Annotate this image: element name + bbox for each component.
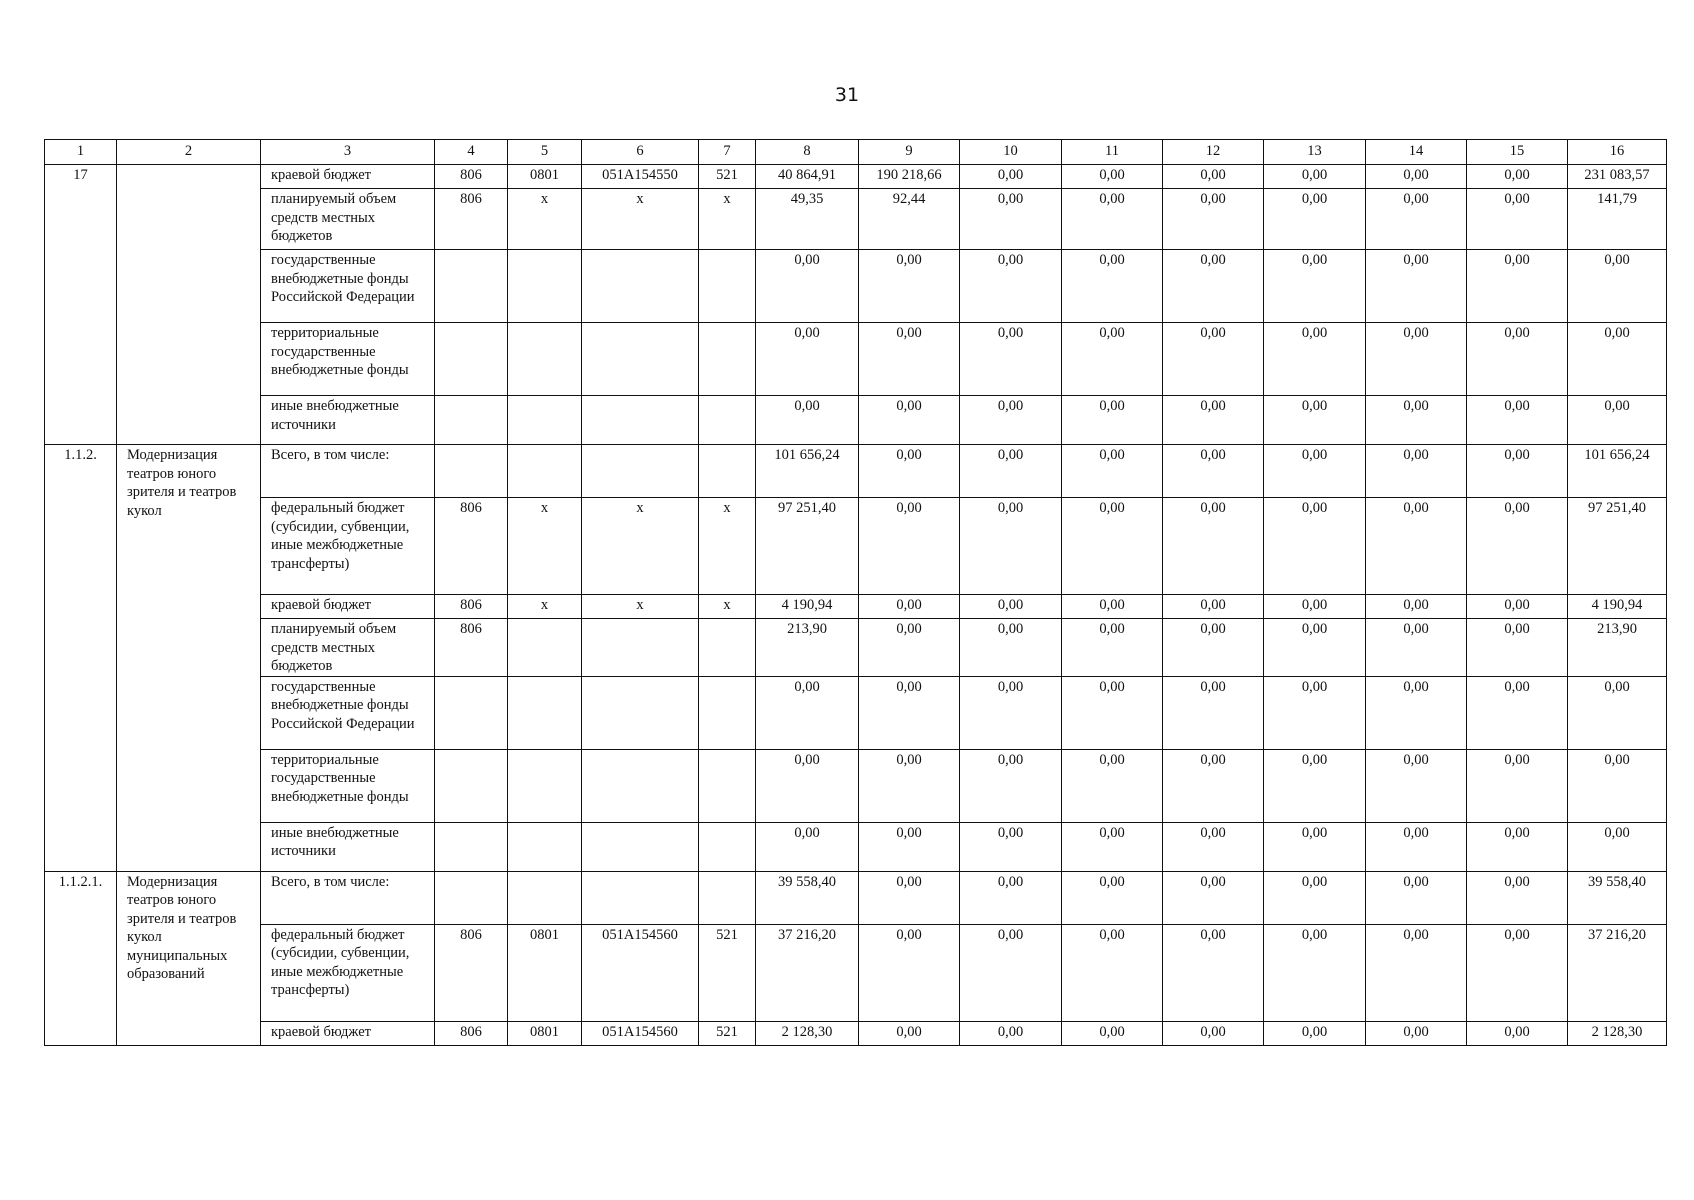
header-cell: 14: [1366, 140, 1467, 165]
code-cell: [699, 619, 756, 677]
amount-cell: 0,00: [859, 250, 960, 323]
table-row: [45, 1021, 1667, 1045]
item-number-cell: 17: [45, 165, 117, 445]
item-name-cell: [117, 165, 261, 445]
amount-cell: 0,00: [1264, 323, 1366, 396]
amount-cell: 0,00: [1163, 924, 1264, 1021]
header-cell: 10: [960, 140, 1062, 165]
amount-cell: 0,00: [1467, 250, 1568, 323]
code-cell: x: [508, 189, 582, 250]
funding-source-cell: краевой бюджет: [261, 1021, 435, 1045]
amount-cell: 0,00: [756, 749, 859, 822]
amount-cell: 0,00: [1163, 676, 1264, 749]
amount-cell: 0,00: [859, 924, 960, 1021]
code-cell: 0801: [508, 1021, 582, 1045]
code-cell: [435, 445, 508, 498]
table-row: [45, 924, 1667, 1021]
amount-cell: 0,00: [1467, 165, 1568, 189]
amount-cell: 0,00: [960, 924, 1062, 1021]
amount-cell: 0,00: [1366, 749, 1467, 822]
amount-cell: 2 128,30: [1568, 1021, 1667, 1045]
amount-cell: 0,00: [1264, 676, 1366, 749]
funding-source-cell: планируемый объем средств местных бюджетов: [261, 619, 435, 677]
amount-cell: 0,00: [1568, 250, 1667, 323]
amount-cell: 0,00: [859, 595, 960, 619]
code-cell: [508, 749, 582, 822]
code-cell: 521: [699, 924, 756, 1021]
code-cell: [582, 822, 699, 871]
amount-cell: 4 190,94: [1568, 595, 1667, 619]
header-cell: 15: [1467, 140, 1568, 165]
header-cell: 13: [1264, 140, 1366, 165]
amount-cell: 0,00: [1467, 323, 1568, 396]
amount-cell: 141,79: [1568, 189, 1667, 250]
table-row: [45, 619, 1667, 677]
amount-cell: 0,00: [1163, 595, 1264, 619]
funding-source-cell: территориальные государственные внебюджетные фонды: [261, 749, 435, 822]
table-row: [45, 396, 1667, 445]
amount-cell: 0,00: [960, 749, 1062, 822]
code-cell: [699, 749, 756, 822]
funding-source-cell: государственные внебюджетные фонды Российской Федерации: [261, 250, 435, 323]
amount-cell: 0,00: [859, 445, 960, 498]
table-row: [45, 323, 1667, 396]
header-cell: 3: [261, 140, 435, 165]
amount-cell: 0,00: [960, 323, 1062, 396]
code-cell: [508, 250, 582, 323]
amount-cell: 0,00: [1264, 924, 1366, 1021]
amount-cell: 0,00: [1366, 1021, 1467, 1045]
amount-cell: 0,00: [1163, 250, 1264, 323]
funding-source-cell: краевой бюджет: [261, 165, 435, 189]
code-cell: x: [508, 595, 582, 619]
item-name-cell: Модернизация театров юного зрителя и театров кукол муниципальных образований: [117, 871, 261, 1045]
amount-cell: 0,00: [960, 822, 1062, 871]
amount-cell: 190 218,66: [859, 165, 960, 189]
amount-cell: 0,00: [1264, 396, 1366, 445]
amount-cell: 39 558,40: [756, 871, 859, 924]
amount-cell: 0,00: [1062, 619, 1163, 677]
amount-cell: 231 083,57: [1568, 165, 1667, 189]
amount-cell: 0,00: [1163, 822, 1264, 871]
amount-cell: 0,00: [1366, 189, 1467, 250]
amount-cell: 0,00: [1467, 189, 1568, 250]
code-cell: 051A154560: [582, 924, 699, 1021]
amount-cell: 49,35: [756, 189, 859, 250]
amount-cell: 0,00: [1062, 595, 1163, 619]
amount-cell: 0,00: [1467, 595, 1568, 619]
amount-cell: 0,00: [1366, 250, 1467, 323]
amount-cell: 0,00: [1062, 1021, 1163, 1045]
amount-cell: 0,00: [1366, 822, 1467, 871]
header-cell: 5: [508, 140, 582, 165]
amount-cell: 0,00: [1264, 871, 1366, 924]
amount-cell: 0,00: [1264, 445, 1366, 498]
amount-cell: 0,00: [1264, 1021, 1366, 1045]
amount-cell: 0,00: [1366, 595, 1467, 619]
code-cell: [582, 749, 699, 822]
amount-cell: 0,00: [1163, 396, 1264, 445]
amount-cell: 0,00: [1366, 165, 1467, 189]
amount-cell: 0,00: [1568, 396, 1667, 445]
funding-source-cell: государственные внебюджетные фонды Российской Федерации: [261, 676, 435, 749]
amount-cell: 2 128,30: [756, 1021, 859, 1045]
amount-cell: 0,00: [1366, 871, 1467, 924]
funding-source-cell: Всего, в том числе:: [261, 445, 435, 498]
header-cell: 9: [859, 140, 960, 165]
code-cell: x: [582, 189, 699, 250]
code-cell: [435, 822, 508, 871]
amount-cell: 0,00: [1467, 1021, 1568, 1045]
amount-cell: 0,00: [1467, 749, 1568, 822]
amount-cell: 0,00: [960, 189, 1062, 250]
amount-cell: 101 656,24: [1568, 445, 1667, 498]
amount-cell: 0,00: [859, 498, 960, 595]
table-row: [45, 250, 1667, 323]
table-row: [45, 822, 1667, 871]
code-cell: [435, 323, 508, 396]
amount-cell: 0,00: [960, 595, 1062, 619]
amount-cell: 0,00: [1568, 676, 1667, 749]
amount-cell: 101 656,24: [756, 445, 859, 498]
code-cell: [582, 250, 699, 323]
amount-cell: 213,90: [1568, 619, 1667, 677]
code-cell: [508, 323, 582, 396]
amount-cell: 0,00: [1264, 165, 1366, 189]
code-cell: [699, 445, 756, 498]
code-cell: [582, 445, 699, 498]
amount-cell: 0,00: [1062, 445, 1163, 498]
code-cell: [435, 396, 508, 445]
code-cell: [699, 676, 756, 749]
amount-cell: 0,00: [1467, 676, 1568, 749]
header-cell: 16: [1568, 140, 1667, 165]
table-row: [45, 871, 1667, 924]
amount-cell: 0,00: [1467, 445, 1568, 498]
amount-cell: 0,00: [1062, 749, 1163, 822]
amount-cell: 97 251,40: [756, 498, 859, 595]
header-cell: 8: [756, 140, 859, 165]
amount-cell: 0,00: [960, 250, 1062, 323]
code-cell: 806: [435, 1021, 508, 1045]
code-cell: [699, 323, 756, 396]
code-cell: [699, 396, 756, 445]
amount-cell: 0,00: [1467, 396, 1568, 445]
funding-source-cell: федеральный бюджет (субсидии, субвенции, иные межбюджетные трансферты): [261, 924, 435, 1021]
code-cell: x: [582, 595, 699, 619]
amount-cell: 0,00: [859, 396, 960, 445]
amount-cell: 0,00: [1264, 619, 1366, 677]
amount-cell: 0,00: [960, 1021, 1062, 1045]
amount-cell: 97 251,40: [1568, 498, 1667, 595]
amount-cell: 0,00: [1163, 1021, 1264, 1045]
amount-cell: 0,00: [1467, 822, 1568, 871]
page-number: 31: [834, 84, 860, 106]
amount-cell: 0,00: [1366, 445, 1467, 498]
amount-cell: 0,00: [859, 871, 960, 924]
code-cell: [435, 250, 508, 323]
amount-cell: 0,00: [1163, 165, 1264, 189]
code-cell: 806: [435, 165, 508, 189]
amount-cell: 0,00: [960, 676, 1062, 749]
code-cell: x: [699, 595, 756, 619]
amount-cell: 0,00: [960, 445, 1062, 498]
amount-cell: 0,00: [1062, 250, 1163, 323]
amount-cell: 0,00: [859, 822, 960, 871]
code-cell: [435, 871, 508, 924]
amount-cell: 0,00: [1062, 498, 1163, 595]
code-cell: [435, 749, 508, 822]
code-cell: [582, 871, 699, 924]
amount-cell: 0,00: [1163, 498, 1264, 595]
amount-cell: 0,00: [1163, 871, 1264, 924]
funding-source-cell: иные внебюджетные источники: [261, 822, 435, 871]
code-cell: 806: [435, 595, 508, 619]
header-cell: 1: [45, 140, 117, 165]
amount-cell: 0,00: [1163, 445, 1264, 498]
amount-cell: 0,00: [1062, 924, 1163, 1021]
amount-cell: 0,00: [960, 498, 1062, 595]
amount-cell: 0,00: [1062, 323, 1163, 396]
code-cell: [699, 250, 756, 323]
funding-source-cell: краевой бюджет: [261, 595, 435, 619]
amount-cell: 0,00: [1366, 676, 1467, 749]
amount-cell: 0,00: [1163, 749, 1264, 822]
amount-cell: 0,00: [1264, 250, 1366, 323]
amount-cell: 37 216,20: [1568, 924, 1667, 1021]
table-row: [45, 498, 1667, 595]
code-cell: [508, 619, 582, 677]
amount-cell: 0,00: [1366, 619, 1467, 677]
table-row: [45, 189, 1667, 250]
header-cell: 12: [1163, 140, 1264, 165]
code-cell: 806: [435, 924, 508, 1021]
amount-cell: 0,00: [859, 323, 960, 396]
header-row: [45, 140, 1667, 165]
code-cell: 0801: [508, 924, 582, 1021]
amount-cell: 0,00: [1366, 924, 1467, 1021]
amount-cell: 0,00: [1062, 189, 1163, 250]
code-cell: 806: [435, 498, 508, 595]
funding-source-cell: планируемый объем средств местных бюджетов: [261, 189, 435, 250]
amount-cell: 37 216,20: [756, 924, 859, 1021]
amount-cell: 0,00: [1568, 323, 1667, 396]
amount-cell: 4 190,94: [756, 595, 859, 619]
amount-cell: 0,00: [1264, 822, 1366, 871]
table-row: [45, 676, 1667, 749]
code-cell: 051A154560: [582, 1021, 699, 1045]
code-cell: x: [582, 498, 699, 595]
code-cell: [699, 822, 756, 871]
amount-cell: 39 558,40: [1568, 871, 1667, 924]
code-cell: [582, 396, 699, 445]
amount-cell: 0,00: [1163, 323, 1264, 396]
item-number-cell: 1.1.2.1.: [45, 871, 117, 1045]
code-cell: 806: [435, 619, 508, 677]
amount-cell: 0,00: [1568, 749, 1667, 822]
amount-cell: 0,00: [1366, 498, 1467, 595]
table-row: [45, 749, 1667, 822]
code-cell: [435, 676, 508, 749]
amount-cell: 0,00: [1467, 871, 1568, 924]
header-cell: 11: [1062, 140, 1163, 165]
amount-cell: 0,00: [1062, 871, 1163, 924]
amount-cell: 40 864,91: [756, 165, 859, 189]
code-cell: x: [508, 498, 582, 595]
code-cell: [508, 396, 582, 445]
amount-cell: 0,00: [756, 676, 859, 749]
code-cell: [582, 323, 699, 396]
amount-cell: 0,00: [960, 871, 1062, 924]
amount-cell: 0,00: [756, 323, 859, 396]
code-cell: 521: [699, 165, 756, 189]
amount-cell: 0,00: [859, 676, 960, 749]
table-row: [45, 595, 1667, 619]
code-cell: 0801: [508, 165, 582, 189]
amount-cell: 0,00: [756, 396, 859, 445]
amount-cell: 0,00: [1062, 676, 1163, 749]
code-cell: [582, 676, 699, 749]
amount-cell: 92,44: [859, 189, 960, 250]
code-cell: [508, 871, 582, 924]
amount-cell: 0,00: [1062, 165, 1163, 189]
amount-cell: 0,00: [1568, 822, 1667, 871]
amount-cell: 0,00: [859, 619, 960, 677]
code-cell: [508, 676, 582, 749]
amount-cell: 0,00: [1264, 595, 1366, 619]
amount-cell: 0,00: [1366, 323, 1467, 396]
amount-cell: 0,00: [1062, 396, 1163, 445]
amount-cell: 0,00: [1264, 749, 1366, 822]
code-cell: [582, 619, 699, 677]
amount-cell: 0,00: [1366, 396, 1467, 445]
item-name-cell: Модернизация театров юного зрителя и театров кукол: [117, 445, 261, 872]
amount-cell: 0,00: [960, 396, 1062, 445]
header-cell: 4: [435, 140, 508, 165]
code-cell: [508, 822, 582, 871]
code-cell: 521: [699, 1021, 756, 1045]
header-cell: 7: [699, 140, 756, 165]
funding-source-cell: Всего, в том числе:: [261, 871, 435, 924]
amount-cell: 0,00: [859, 749, 960, 822]
amount-cell: 0,00: [960, 165, 1062, 189]
amount-cell: 0,00: [1062, 822, 1163, 871]
code-cell: x: [699, 498, 756, 595]
amount-cell: 0,00: [756, 822, 859, 871]
table-row: [45, 445, 1667, 498]
item-number-cell: 1.1.2.: [45, 445, 117, 872]
amount-cell: 0,00: [1264, 498, 1366, 595]
table-row: [45, 165, 1667, 189]
amount-cell: 0,00: [1163, 189, 1264, 250]
code-cell: [508, 445, 582, 498]
amount-cell: 0,00: [1163, 619, 1264, 677]
funding-source-cell: территориальные государственные внебюджетные фонды: [261, 323, 435, 396]
funding-source-cell: иные внебюджетные источники: [261, 396, 435, 445]
amount-cell: 0,00: [756, 250, 859, 323]
amount-cell: 0,00: [1467, 619, 1568, 677]
code-cell: x: [699, 189, 756, 250]
funding-source-cell: федеральный бюджет (субсидии, субвенции, иные межбюджетные трансферты): [261, 498, 435, 595]
header-cell: 6: [582, 140, 699, 165]
budget-table: [44, 139, 1667, 1046]
amount-cell: 0,00: [1264, 189, 1366, 250]
amount-cell: 0,00: [1467, 498, 1568, 595]
code-cell: 051A154550: [582, 165, 699, 189]
amount-cell: 213,90: [756, 619, 859, 677]
amount-cell: 0,00: [859, 1021, 960, 1045]
code-cell: [699, 871, 756, 924]
amount-cell: 0,00: [960, 619, 1062, 677]
header-cell: 2: [117, 140, 261, 165]
amount-cell: 0,00: [1467, 924, 1568, 1021]
code-cell: 806: [435, 189, 508, 250]
